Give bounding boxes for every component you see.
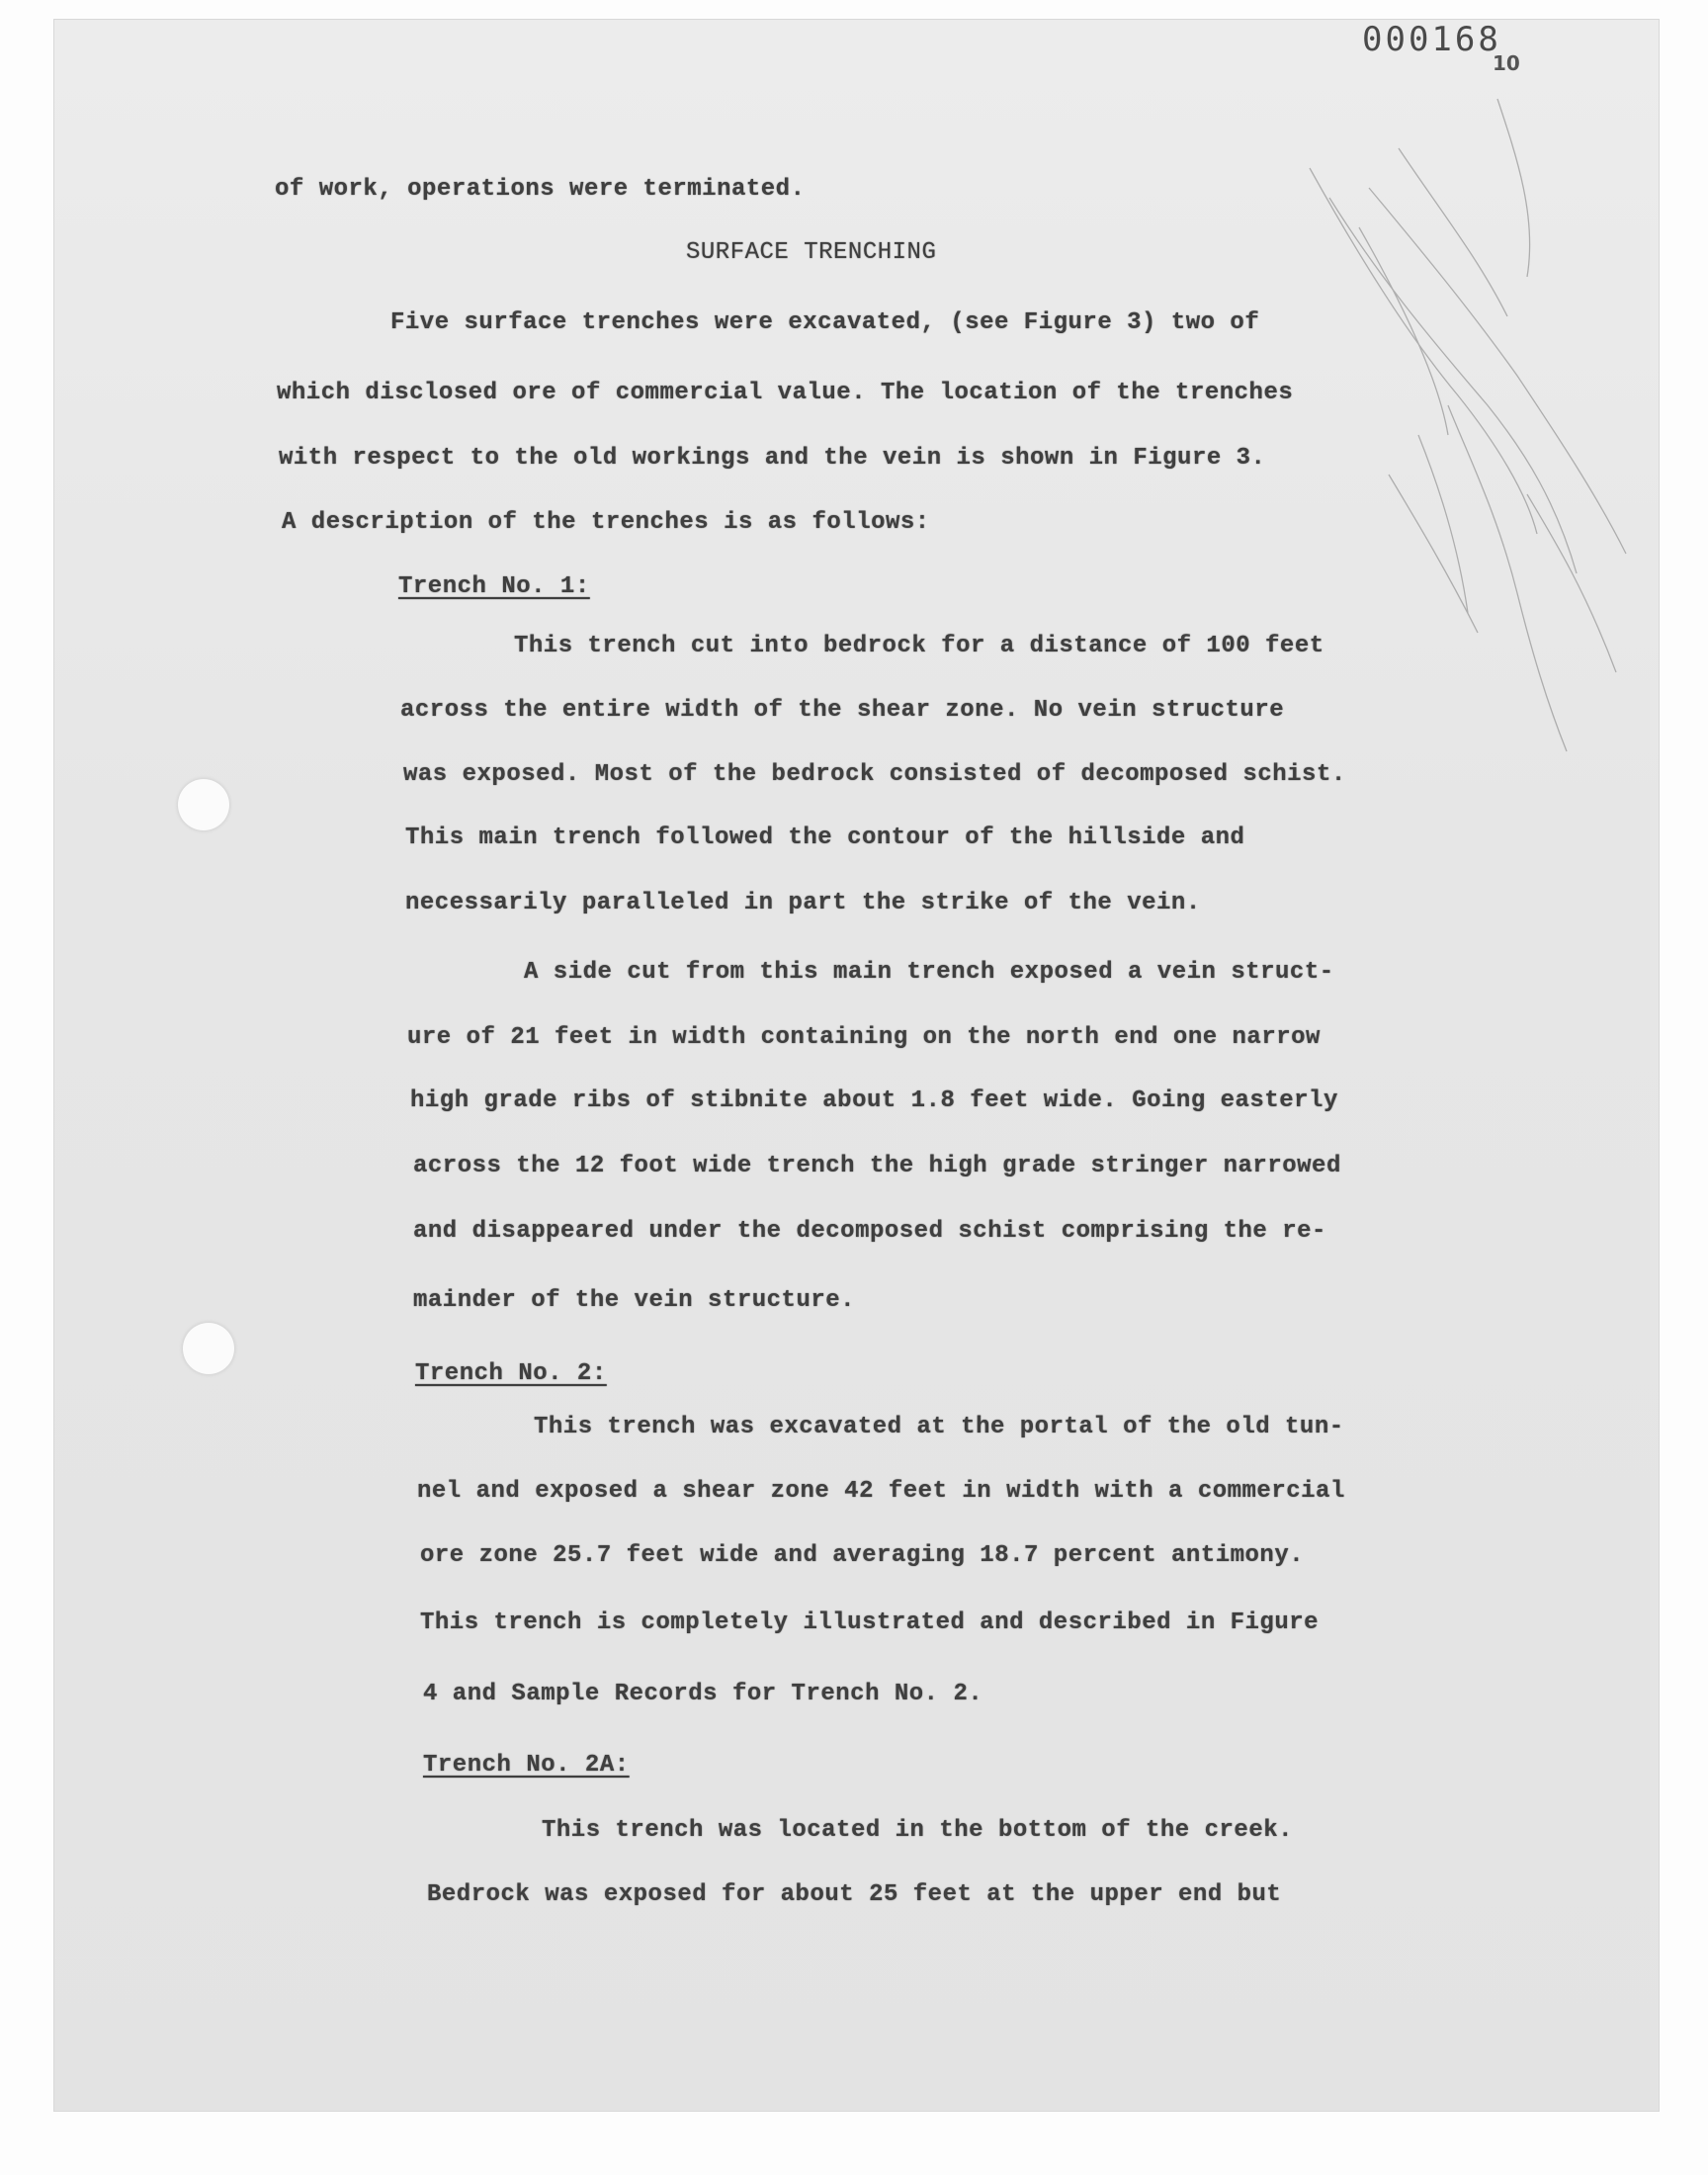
body-line: This trench was located in the bottom of the creek. bbox=[542, 1817, 1294, 1844]
body-line: necessarily paralleled in part the strike of the vein. bbox=[405, 890, 1201, 916]
body-line: mainder of the vein structure. bbox=[413, 1287, 856, 1314]
page-number: 000168 bbox=[1362, 20, 1501, 59]
body-line: This trench was excavated at the portal of the old tun- bbox=[534, 1414, 1344, 1440]
body-line: with respect to the old workings and the vein is shown in Figure 3. bbox=[279, 445, 1266, 472]
body-line: across the entire width of the shear zone. No vein structure bbox=[400, 697, 1285, 724]
body-line: and disappeared under the decomposed schist comprising the re- bbox=[413, 1218, 1326, 1245]
subheading-trench-2: Trench No. 2: bbox=[415, 1360, 607, 1387]
body-line: Bedrock was exposed for about 25 feet at the upper end but bbox=[427, 1881, 1282, 1908]
body-line: ure of 21 feet in width containing on the north end one narrow bbox=[407, 1024, 1321, 1051]
pencil-scribble bbox=[1300, 79, 1656, 771]
body-line: which disclosed ore of commercial value. The location of the trenches bbox=[277, 380, 1294, 406]
body-line: ore zone 25.7 feet wide and averaging 18.7 percent antimony. bbox=[420, 1542, 1305, 1569]
body-line: This main trench followed the contour of the hillside and bbox=[405, 825, 1245, 851]
subheading-trench-1: Trench No. 1: bbox=[398, 573, 590, 600]
body-line: across the 12 foot wide trench the high grade stringer narrowed bbox=[413, 1153, 1341, 1179]
body-line: of work, operations were terminated. bbox=[275, 176, 806, 203]
page-sub-number: 10 bbox=[1493, 51, 1520, 75]
body-line: Five surface trenches were excavated, (see Figure 3) two of bbox=[390, 309, 1260, 336]
punch-hole bbox=[183, 1323, 234, 1374]
punch-hole bbox=[178, 779, 229, 830]
section-heading: SURFACE TRENCHING bbox=[686, 239, 937, 266]
body-line: high grade ribs of stibnite about 1.8 feet wide. Going easterly bbox=[410, 1088, 1338, 1114]
body-line: nel and exposed a shear zone 42 feet in width with a commercial bbox=[417, 1478, 1345, 1505]
subheading-trench-2a: Trench No. 2A: bbox=[423, 1752, 630, 1779]
body-line: was exposed. Most of the bedrock consisted of decomposed schist. bbox=[403, 761, 1346, 788]
body-line: 4 and Sample Records for Trench No. 2. bbox=[423, 1681, 983, 1707]
body-line: This trench is completely illustrated and described in Figure bbox=[420, 1610, 1320, 1636]
body-line: This trench cut into bedrock for a distance of 100 feet bbox=[514, 633, 1324, 659]
body-line: A description of the trenches is as follows: bbox=[282, 509, 930, 536]
body-line: A side cut from this main trench exposed a vein struct- bbox=[524, 959, 1334, 986]
